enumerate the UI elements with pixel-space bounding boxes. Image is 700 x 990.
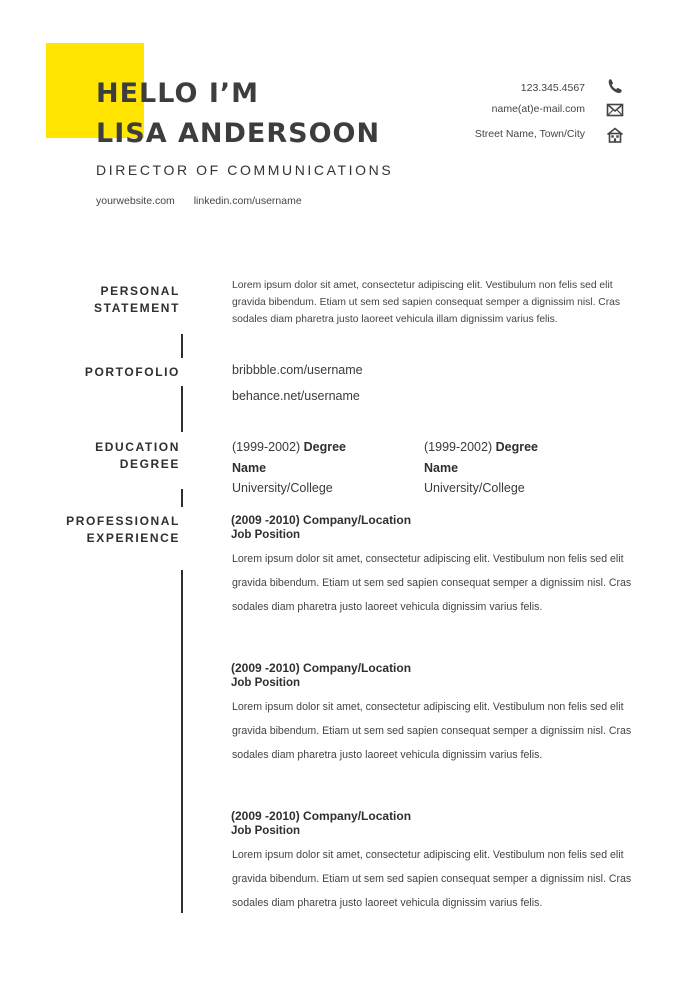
home-icon [606,127,624,143]
label-line: DEGREE [119,457,180,471]
edu-school: University/College [232,481,333,495]
edu-years: (1999-2002) [424,440,493,454]
personal-statement-label [50,283,180,317]
linkedin-link[interactable]: linkedin.com/username [193,195,302,207]
edu-degree-name: Name [424,460,459,475]
divider-line [181,570,183,913]
experience-position: Job Position [231,825,300,837]
education-entry [424,437,594,499]
label-line: EXPERIENCE [86,531,180,545]
experience-text: Lorem ipsum dolor sit amet, consectetur adipiscing elit. Vestibulum non felis sed elit gravida bibendum. Etiam ut sem sed sapien consequat semper a dignissim nisl. Cras sodales diam pharetra justo laoreet vehicula dignissim varius felis. [232,849,632,909]
phone-icon [606,78,624,94]
experience-position: Job Position [231,677,300,689]
divider-line [181,489,183,507]
experience-position: Job Position [231,529,300,541]
experience-header: (2009 -2010) Company/Location [231,661,412,675]
label-line: EDUCATION [95,440,180,454]
portfolio-link-behance[interactable]: behance.net/username [232,389,360,403]
contact-phone: 123.345.4567 [520,82,585,94]
education-entry [232,437,402,499]
experience-text: Lorem ipsum dolor sit amet, consectetur adipiscing elit. Vestibulum non felis sed elit gravida bibendum. Etiam ut sem sed sapien consequat semper a dignissim nisl. Cras sodales diam pharetra justo laoreet vehicula dignissim varius felis. [232,553,632,613]
name-heading: LISA ANDERSOON [96,118,381,149]
contact-email[interactable]: name(at)e-mail.com [491,103,585,115]
job-title: DIRECTOR OF COMMUNICATIONS [96,162,394,178]
greeting-heading: HELLO I’M [96,78,260,109]
edu-school: University/College [424,481,525,495]
personal-statement-text: Lorem ipsum dolor sit amet, consectetur adipiscing elit. Vestibulum non felis sed elit gravida bibendum. Etiam ut sem sed sapien consequat semper a dignissim nisl. Cras sodales diam pharetra justo laoreet vehicula illam dignissim varius felis. [232,280,621,325]
edu-years: (1999-2002) [232,440,301,454]
label-line: STATEMENT [94,301,180,315]
portfolio-label: PORTOFOLIO [84,365,180,379]
experience-text: Lorem ipsum dolor sit amet, consectetur adipiscing elit. Vestibulum non felis sed elit gravida bibendum. Etiam ut sem sed sapien consequat semper a dignissim nisl. Cras sodales diam pharetra justo laoreet vehicula dignissim varius felis. [232,701,632,761]
contact-address: Street Name, Town/City [474,128,585,140]
envelope-icon [606,102,624,118]
experience-label [50,513,180,547]
edu-degree: Degree [495,440,538,454]
label-line: PERSONAL [100,284,180,298]
edu-degree-name: Name [232,460,267,475]
divider-line [181,334,183,358]
portfolio-link-dribbble[interactable]: bribbble.com/username [232,363,363,377]
experience-header: (2009 -2010) Company/Location [231,513,412,527]
website-link[interactable]: yourwebsite.com [96,195,175,207]
experience-header: (2009 -2010) Company/Location [231,809,412,823]
divider-line [181,386,183,432]
education-label [50,439,180,473]
web-links [96,195,302,207]
edu-degree: Degree [303,440,346,454]
label-line: PROFESSIONAL [66,514,180,528]
